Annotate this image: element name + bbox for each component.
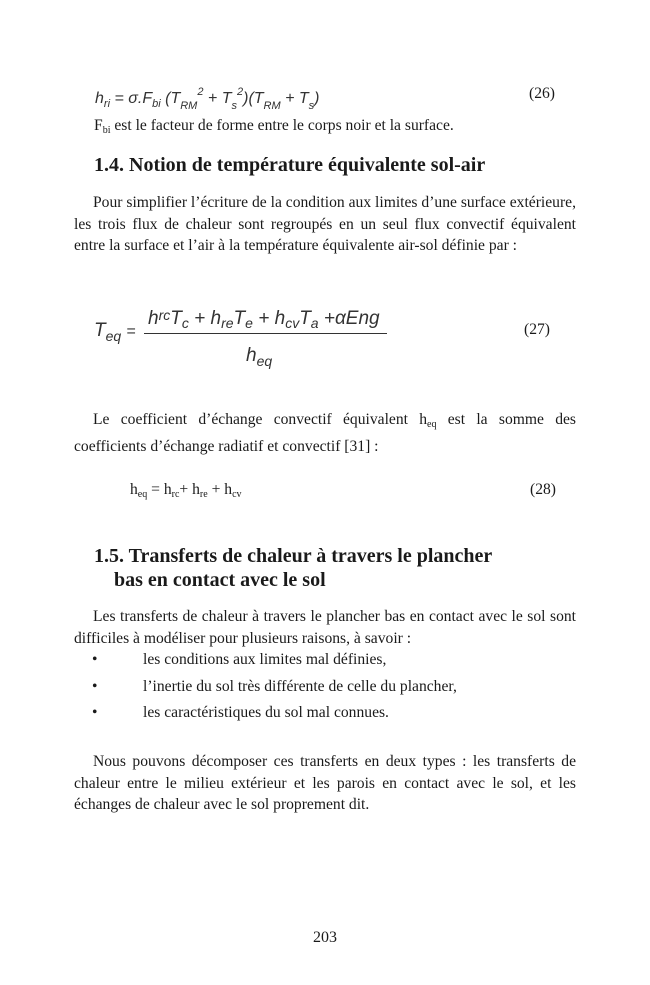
bullet-icon: • bbox=[92, 678, 98, 695]
section-1-4-heading: 1.4. Notion de température équivalente sol-air bbox=[94, 154, 486, 176]
closing-paragraph: Nous pouvons décomposer ces transferts en deux types : les transferts de chaleur entre le milieu extérieur et les parois en contact avec le sol, et les échanges de chaleur avec le sol proprement dit. bbox=[74, 753, 576, 813]
equation-27-fraction-bar bbox=[144, 333, 387, 334]
section-1-5-heading-line1: 1.5. Transferts de chaleur à travers le plancher bbox=[94, 545, 493, 567]
equation-27-denominator: $h_{eq}$ bbox=[246, 345, 273, 369]
bullet-text: l’inertie du sol très différente de celle du plancher, bbox=[143, 678, 457, 695]
fbi-definition bbox=[94, 117, 454, 136]
fbi-definition-text: est le facteur de forme entre le corps noir et la surface. bbox=[110, 117, 454, 134]
bullet-text: les caractéristiques du sol mal connues. bbox=[143, 704, 389, 721]
equation-26: $h_{ri} = \sigma.F_{bi}$ $(T_{RM}^2 + T_s^2)(T_{RM} + T_s)$ bbox=[95, 86, 320, 112]
section-1-4-paragraph: Pour simplifier l’écriture de la condition aux limites d’une surface extérieure, les trois flux de chaleur sont regroupés en un seul flux convectif équivalent entre la surface et l’air à la température équivalente air-sol définie par : bbox=[74, 194, 576, 254]
fbi-symbol: F bbox=[94, 117, 103, 134]
heq-paragraph-before: Le coefficient d’échange convectif équivalent h bbox=[93, 411, 428, 428]
equation-26-number: (26) bbox=[529, 85, 555, 102]
equation-28-number: (28) bbox=[530, 481, 556, 498]
section-1-5-paragraph: Les transferts de chaleur à travers le plancher bas en contact avec le sol sont difficiles à modéliser pour plusieurs raisons, à savoir : bbox=[74, 608, 576, 647]
heq-paragraph-sub: eq bbox=[427, 419, 437, 430]
section-1-5-heading-line2: bas en contact avec le sol bbox=[114, 569, 326, 591]
bullet-text: les conditions aux limites mal définies, bbox=[143, 651, 387, 668]
heq-paragraph-after: est la somme des coefficients d’échange radiatif et convectif [31] : bbox=[74, 411, 576, 455]
page-number: 203 bbox=[313, 929, 337, 946]
bullet-icon: • bbox=[92, 704, 98, 721]
heq-paragraph bbox=[74, 409, 576, 457]
equation-27-numerator: $h_{rc}T_c + h_{re}T_e + h_{cv}T_a +\alpha Eng$ bbox=[148, 307, 380, 331]
equation-27-number: (27) bbox=[524, 321, 550, 338]
equation-27-lhs: $T_{eq}$ = bbox=[94, 320, 136, 344]
equation-28: $h_{eq} = h_{rc}+ h_{re} + h_{cv}$ bbox=[130, 481, 242, 500]
bullet-icon: • bbox=[92, 651, 98, 668]
fbi-subscript: bi bbox=[102, 125, 111, 136]
